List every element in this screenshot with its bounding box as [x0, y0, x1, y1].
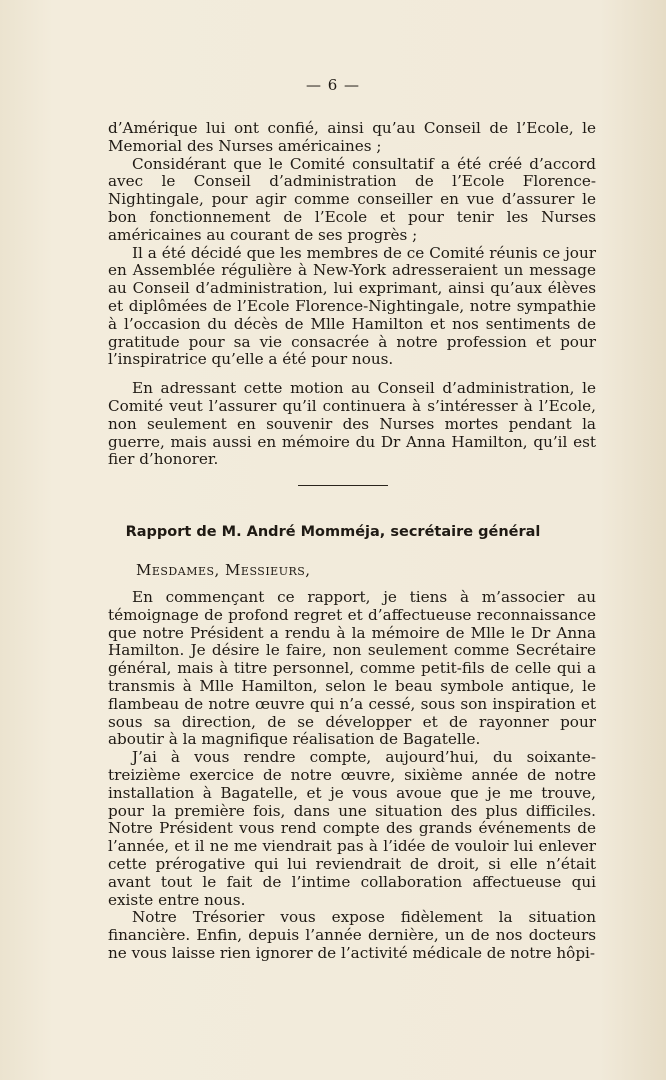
report-paragraph-3: Notre Trésorier vous expose fidèlement la situation financière. Enfin, depuis l’année dernière, un de nos docteurs ne vous laisse rien ignorer de l’activité médicale de notre hôpi-: [108, 908, 596, 962]
intro-paragraph-4: En adressant cette motion au Conseil d’administration, le Comité veut l’assurer qu’il continuera à s’intéresser à l’Ecole, non seulement en souvenir des Nurses mortes pendant la guerre, mais aussi en mémoire du Dr Anna Hamilton, qu’il est fier d’honorer.: [108, 379, 596, 469]
page-number: — 6 —: [305, 76, 361, 94]
intro-section: [108, 120, 596, 469]
report-paragraph-1: En commençant ce rapport, je tiens à m’associer au témoignage de profond regret et d’affectueuse reconnaissance que notre Président a rendu à la mémoire de Mlle le Dr Anna Hamilton. Je désire le faire, non seulement comme Secrétaire général, mais à titre personnel, comme petit-fils de celle qui a transmis à Mlle Hamilton, selon le beau symbole antique, le flambeau de notre œuvre qui n’a cessé, sous son inspiration et sous sa direction, de se développer et de rayonner pour aboutir à la magnifique réalisation de Bagatelle.: [108, 588, 596, 749]
report-heading: Rapport de M. André Momméja, secrétaire général: [125, 524, 541, 540]
intro-paragraph-3: Il a été décidé que les membres de ce Comité réunis ce jour en Assemblée régulière à New-York adresseraient un message au Conseil d’administration, lui exprimant, ainsi qu’aux élèves et diplômées de l’Ecole Florence-Nightingale, notre sympathie à l’occasion du décès de Mlle Hamilton et nos sentiments de gratitude pour sa vie consacrée à notre profession et pour l’inspiratrice qu’elle a été pour nous.: [108, 243, 596, 369]
report-paragraph-2: J’ai à vous rendre compte, aujourd’hui, du soixante-treizième exercice de notre œuvre, sixième année de notre installation à Bagatelle, et je vous avoue que je me trouve, pour la première fois, dans une situation des plus difficiles. Notre Président vous rend compte des grands événements de l’année, et il ne me viendrait pas à l’idée de vouloir lui enlever cette prérogative qui lui reviendrait de droit, si elle n’était avant tout le fait de l’intime collaboration affectueuse qui existe entre nous.: [108, 748, 596, 909]
intro-paragraph-1: d’Amérique lui ont confié, ainsi qu’au Conseil de l’Ecole, le Memorial des Nurses américaines ;: [108, 119, 596, 155]
section-divider: [298, 485, 388, 486]
intro-paragraph-2: Considérant que le Comité consultatif a été créé d’accord avec le Conseil d’administration de l’Ecole Florence-Nightingale, pour agir comme conseiller en vue d’assurer le bon fonctionnement de l’Ecole et pour tenir les Nurses américaines au courant de ses progrès ;: [108, 154, 596, 244]
report-body: [108, 589, 596, 963]
salutation: Mesdames, Messieurs,: [136, 561, 311, 579]
